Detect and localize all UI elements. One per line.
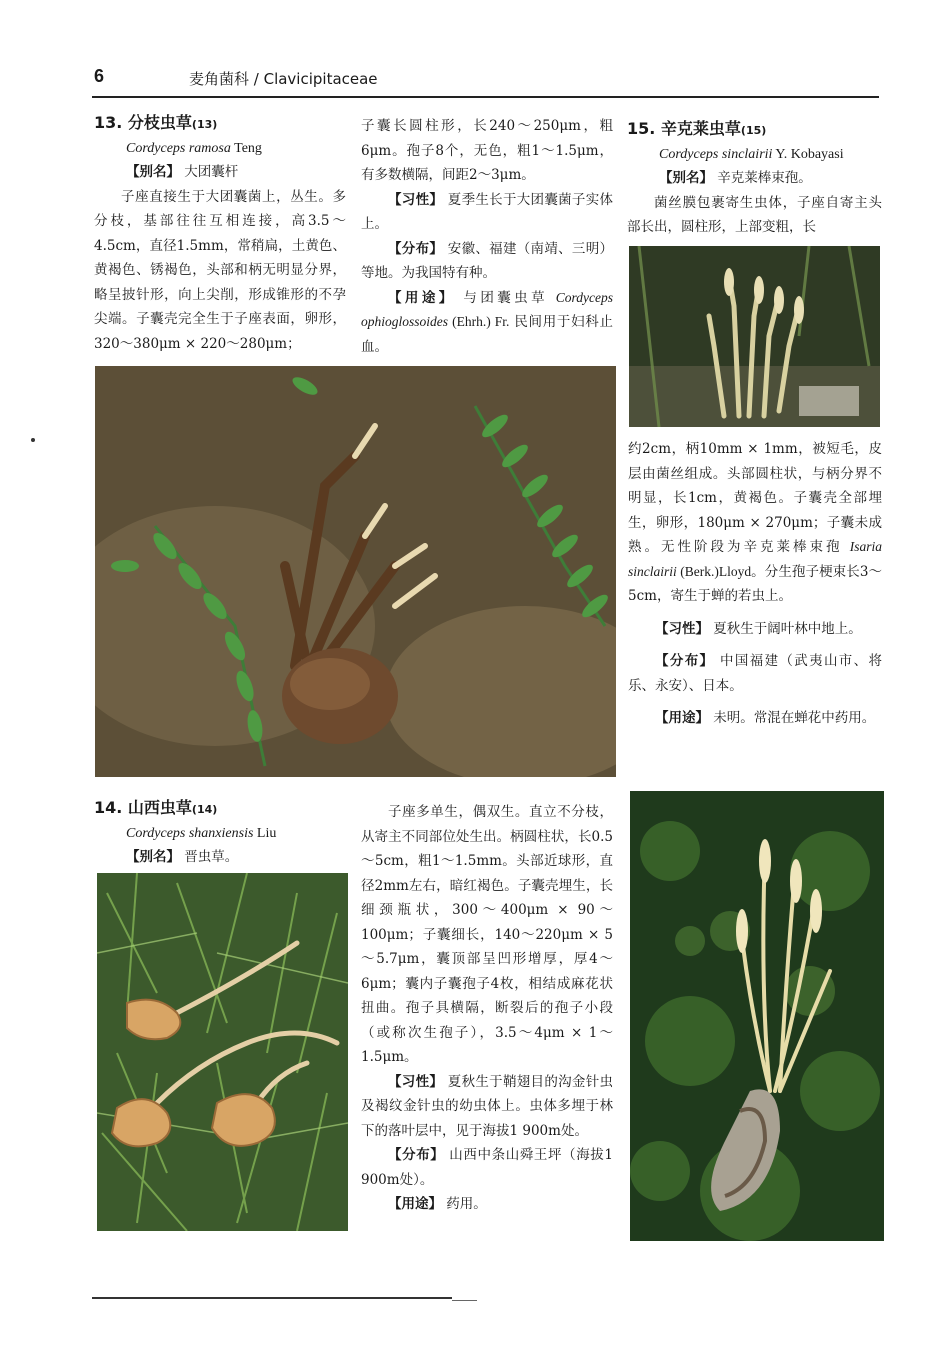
footer-rule <box>92 1297 452 1299</box>
species15-use: 【用途】 未明。常混在蝉花中药用。 <box>655 710 876 726</box>
page-number: 6 <box>94 66 105 86</box>
species14-habit: 【习性】 夏秋生于鞘翅目的沟金针虫及褐纹金针虫的幼虫体上。虫体多埋于林下的落叶层中，见于海拔1 900m处。 <box>361 1073 614 1139</box>
running-header-family: 麦角菌科 / Clavicipitaceae <box>189 70 378 88</box>
species13-photo <box>95 366 616 777</box>
species13-ref: (13) <box>191 118 218 131</box>
species15-description-bottom: 约2cm，柄10mm × 1mm，被短毛，皮层由菌丝组成。头部圆柱状，与柄分界不明显，长1cm，黄褐色。子囊壳全部埋生，卵形，180μm × 270μm；子囊未成熟。无性阶段为辛克莱棒束孢 Isaria sinclairii (Berk.)Lloyd。分生孢子梗束长3～5cm，寄生于蝉的若虫上。 <box>628 441 883 604</box>
species14-latin-name: Cordyceps shanxiensis Liu <box>126 826 277 841</box>
species15-heading: 15. 辛克莱虫草(15) <box>627 119 767 138</box>
species13-heading: 13. 分枝虫草(13) <box>94 113 218 132</box>
species15-habit: 【习性】 夏秋生于阔叶林中地上。 <box>655 620 862 637</box>
species13-habit: 【习性】 夏季生长于大团囊菌子实体上。 <box>361 191 614 232</box>
species15-distribution: 【分布】 中国福建（武夷山市、将乐、永安）、日本。 <box>628 653 882 694</box>
species14-col1 <box>94 796 346 870</box>
species13-use: 【用途】 与团囊虫草 Cordyceps ophioglossoides (Ehrh.) Fr. 民间用于妇科止血。 <box>361 289 613 355</box>
species14-description: 子座多单生，偶双生。直立不分枝，从寄主不同部位处生出。柄圆柱状，长0.5～5cm，粗1～1.5mm。头部近球形，直径2mm左右，暗红褐色。子囊壳埋生，长细颈瓶状，300～400μm × 90～100μm；子囊细长，140～220μm × 5～5.7μm，囊顶部呈凹形增厚，厚4～6μm；囊内子囊孢子4枚，相结成麻花状扭曲。孢子具横隔，断裂后的孢子小段（或称次生孢子），3.5～4μm × 1～1.5μm。 <box>361 804 613 1065</box>
species15-bottom <box>628 437 882 731</box>
species13-description: 子座直接生于大团囊菌上，丛生。多分枝，基部往往互相连接，高3.5～4.5cm，直径1.5mm，常稍扁，土黄色、黄褐色、锈褐色，头部和柄无明显分界，略呈披针形，向上尖削，形成锥形的不孕尖端。子囊壳完全生于子座表面，卵形，320～380μm × 220～280μm； <box>94 188 346 352</box>
species15-latin-name: Cordyceps sinclairii Y. Kobayasi <box>659 147 844 162</box>
species13-latin-name: Cordyceps ramosa Teng <box>126 141 262 156</box>
species14-col2 <box>361 800 613 1217</box>
species13-alias: 【别名】 大团囊杆 <box>126 164 239 180</box>
footer-rule-short <box>452 1300 477 1301</box>
species15-alias: 【别名】 辛克莱棒束孢。 <box>659 170 812 186</box>
header-rule <box>92 96 879 98</box>
species14-heading: 14. 山西虫草(14) <box>94 798 218 817</box>
scan-speck <box>31 438 35 442</box>
species15-ref: (15) <box>740 124 767 137</box>
species15-description-top: 菌丝膜包裹寄生虫体，子座自寄主头部长出，圆柱形，上部变粗，长 <box>627 194 882 235</box>
species14-alias: 【别名】 晋虫草。 <box>126 849 239 865</box>
species15-photo-1 <box>629 246 880 427</box>
species15-photo-2 <box>630 791 884 1241</box>
species14-ref: (14) <box>191 803 218 816</box>
species14-photo <box>97 873 348 1231</box>
species13-col1 <box>94 111 346 356</box>
species13-distribution: 【分布】 安徽、福建（南靖、三明）等地。为我国特有种。 <box>361 240 614 281</box>
species14-use: 【用途】 药用。 <box>388 1196 487 1212</box>
species13-description-cont: 子囊长圆柱形，长240～250μm，粗6μm。孢子8个，无色，粗1～1.5μm，有多数横隔，间距2～3μm。 <box>361 118 613 183</box>
species13-col2 <box>361 114 613 359</box>
species15-top <box>627 117 882 240</box>
species14-distribution: 【分布】 山西中条山舜王坪（海拔1 900m处）。 <box>361 1147 613 1188</box>
